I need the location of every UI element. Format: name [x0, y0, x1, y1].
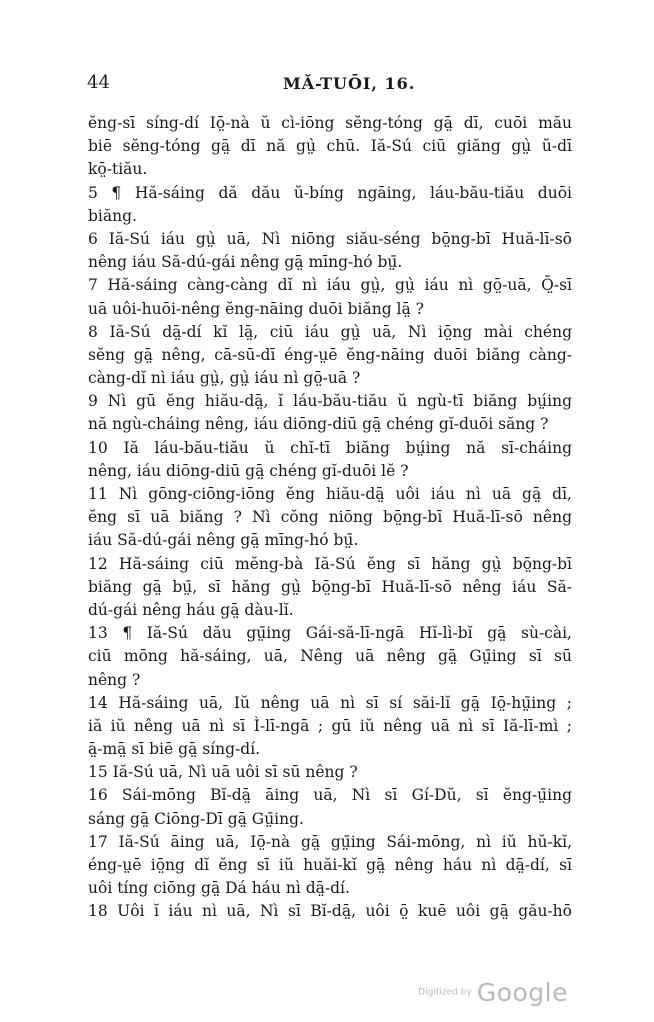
- text-line: 12 Hă-sáing ciū mĕng-bà Iă-Sú ĕng sī hăng gṳ̀ bō̤ng-bī: [88, 554, 572, 573]
- text-line: éng-ṳē iō̤ng dĭ ĕng sī iŭ huăi-kĭ gā̤ nêng háu nì dā̤-dí, sī: [88, 856, 572, 874]
- text-line: uā uôi-huōi-nêng ĕng-nāing duōi biăng lā̤ ?: [88, 299, 424, 318]
- text-line: nêng, iáu diōng-diū gā̤ chéng gĭ-duōi lĕ ?: [88, 461, 409, 480]
- text-line: 14 Hă-sáing uā, Iŭ nêng uā nì sī sí săi-lĭ gā̤ Iō̤-hṳ̄ing ;: [88, 693, 572, 712]
- text-line: iă iŭ nêng uā nì sī Ì-lī-ngā ; gū iŭ nêng uā nì sī Iă-lī-mì ;: [88, 716, 572, 735]
- text-line: sĕng gā̤ nêng, cā-sū-dī éng-ṳē ĕng-nāing duōi biăng càng-: [88, 345, 572, 364]
- text-line: ĕng sī uā biăng ? Nì cŏng niōng bō̤ng-bī Huă-lī-sō nêng: [88, 508, 572, 527]
- text-line: 15 Iă-Sú uā, Nì uā uôi sī sū nêng ?: [88, 763, 358, 782]
- text-line: 17 Iă-Sú āing uā, Iō̤-nà gā̤ gṳ̄ing Sái-mōng, nì iŭ hŭ-kĭ,: [88, 832, 572, 851]
- text-line: ciū mōng hă-sáing, uā, Nêng uā nêng gā̤ Gṳ̄ing sī sū: [88, 647, 572, 666]
- text-line: biăng gā̤ bṳ̄, sī hăng gṳ̀ bō̤ng-bī Huă-lī-sō nêng iáu Să-: [88, 577, 572, 596]
- body-text: [88, 112, 572, 924]
- text-line: càng-dĭ nì iáu gṳ̀, gṳ̀ iáu nì gō̤-uā ?: [88, 369, 361, 388]
- running-title: MĂ-TUŌI, 16.: [283, 74, 416, 93]
- text-line: nă ngù-cháing nêng, iáu diōng-diū gā̤ chéng gĭ-duōi săng ?: [88, 415, 549, 434]
- text-line: 11 Nì gōng-ciōng-iōng ĕng hiău-dā̤ uôi iáu nì uā gā̤ dī,: [88, 485, 572, 503]
- text-line: 7 Hă-sáing càng-càng dĭ nì iáu gṳ̀, gṳ̀ iáu nì gō̤-uā, Ō̤-sī: [88, 276, 572, 295]
- text-line: 5 ¶ Hă-sáing dă dău ŭ-bíng ngāing, láu-bău-tiău duōi: [88, 183, 572, 202]
- text-line: iáu Să-dú-gái nêng gā̤ mīng-hó bṳ̄.: [88, 531, 359, 550]
- text-line: 16 Sái-mōng Bĭ-dā̤ āing uā, Nì sī Gí-Dŭ, sī ĕng-ṳ̄ing: [88, 786, 572, 805]
- text-line: dú-gái nêng háu gā̤ dàu-lĭ.: [88, 600, 294, 619]
- text-line: 18 Uôi ĭ iáu nì uā, Nì sī Bĭ-dā̤, uôi ō̤ kuē uôi gā̤ gău-hō: [88, 902, 572, 921]
- text-line: biăng.: [88, 206, 137, 225]
- text-line: 13 ¶ Iă-Sú dău gṳ̄ing Gái-să-lī-ngā Hĭ-lì-bĭ gā̤ sù-cài,: [88, 624, 572, 643]
- text-line: sáng gā̤ Ciōng-Dī gā̤ Gṳ̄ing.: [88, 809, 304, 828]
- text-line: ā̤-mā̤ sī biē gā̤ síng-dí.: [88, 740, 261, 759]
- watermark-small-text: Digitized by: [418, 987, 472, 998]
- text-line: nêng ?: [88, 670, 141, 689]
- text-line: 6 Iă-Sú iáu gṳ̀ uā, Nì niōng siău-séng bō̤ng-bī Huă-lī-sō: [88, 229, 572, 248]
- text-line: 10 Iă láu-bău-tiău ŭ chĭ-tī biăng bṳ́ing nă sī-cháing: [88, 438, 572, 457]
- text-line: nêng iáu Să-dú-gái nêng gā̤ mīng-hó bṳ̄.: [88, 253, 403, 272]
- page-number: 44: [87, 72, 110, 93]
- text-line: ĕng-sī síng-dí Iō̤-nà ŭ cì-iōng sĕng-tóng gā̤ dī, cuōi mău: [88, 114, 572, 132]
- text-line: kō̤-tiău.: [88, 160, 148, 179]
- text-line: 9 Nì gū ĕng hiău-dā̤, ĭ láu-bău-tiău ŭ ngù-tī biăng bṳ́ing: [88, 392, 572, 411]
- text-line: biē sĕng-tóng gā̤ dī nă gṳ̀ chū. Iă-Sú ciū giăng gṳ̀ ŭ-dī: [88, 137, 572, 156]
- google-watermark: [418, 978, 568, 1007]
- text-line: uôi tíng ciōng gā̤ Dá háu nì dā̤-dí.: [88, 879, 350, 898]
- watermark-brand: Google: [476, 978, 568, 1007]
- text-line: 8 Iă-Sú dā̤-dí kĭ lā̤, ciū iáu gṳ̀ uā, Nì iō̤ng mài chéng: [88, 322, 572, 341]
